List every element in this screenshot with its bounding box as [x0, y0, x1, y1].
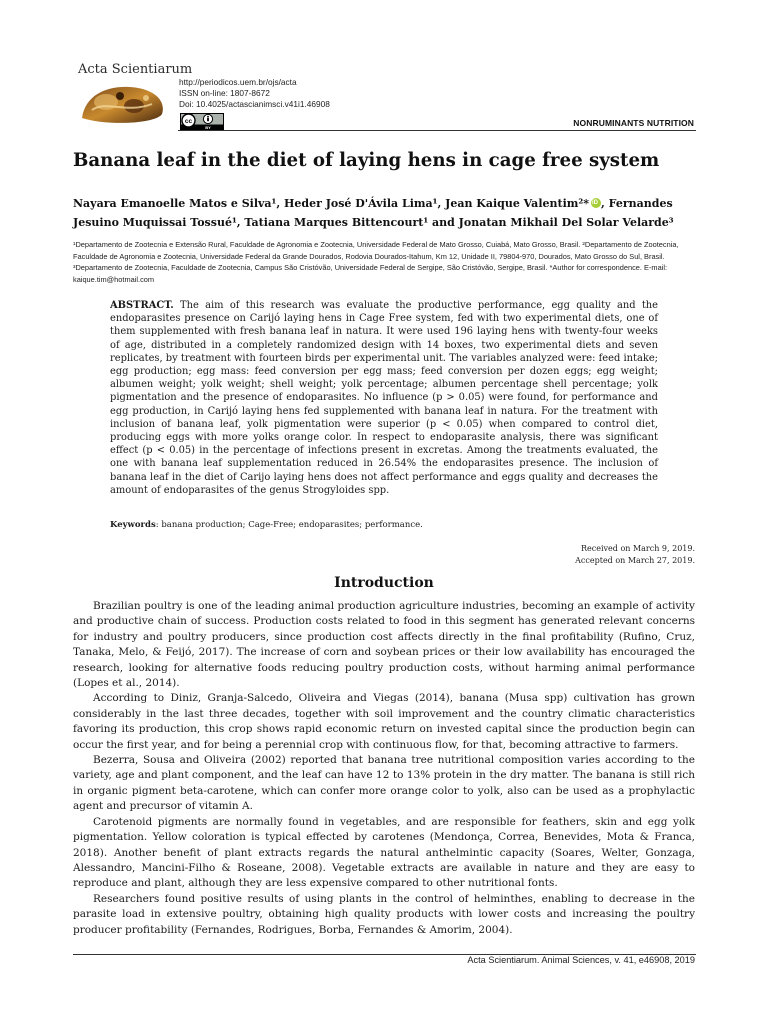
journal-issn: ISSN on-line: 1807-8672 [179, 88, 270, 98]
author-names-1-tail: , Fernandes [600, 197, 673, 210]
article-doi[interactable]: Doi: 10.4025/actascianimsci.v41i1.46908 [179, 99, 330, 109]
received-date: Received on March 9, 2019. [581, 544, 695, 553]
journal-url[interactable]: http://periodicos.uem.br/ojs/acta [179, 77, 297, 87]
cc-badge-label: BY [205, 125, 211, 130]
body-paragraph: Bezerra, Sousa and Oliveira (2002) reported that banana tree nutritional composition varies according to the variety, age and plant component, and the leaf can have 12 to 13% protein in the dry matter. The banana is still rich in organic pigment beta-carotene, which can confer more orange color to yolk, also can be used as a prophylactic agent and precursor of vitamin A. [73, 754, 695, 813]
author-line-2: Jesuino Muquissai Tossué¹, Tatiana Marques Bittencourt¹ and Jonatan Mikhail Del Solar Velarde³ [73, 216, 674, 229]
svg-text:cc: cc [184, 118, 193, 125]
author-names-1: Nayara Emanoelle Matos e Silva¹, Heder José D'Ávila Lima¹, Jean Kaique Valentim²* [73, 197, 589, 210]
footer-citation: Acta Scientiarum. Animal Sciences, v. 41, e46908, 2019 [467, 955, 695, 965]
section-heading: Introduction [334, 575, 434, 591]
article-section-label: NONRUMINANTS NUTRITION [573, 118, 694, 128]
body-paragraph: According to Diniz, Granja-Salcedo, Oliveira and Viegas (2014), banana (Musa spp) cultivation has grown considerably in the last three decades, together with soil improvement and the country climatic characteristics favoring its production, this crop shows rapid economic return on invested capital since the production begin can occur the first year, and for being a perennial crop with continuous flow, for that, becoming attractive to farmers. [73, 692, 695, 751]
cc-by-license-icon [180, 113, 224, 130]
journal-meta [179, 77, 330, 110]
keywords [110, 520, 670, 530]
author-line-1 [73, 194, 697, 213]
accepted-date: Accepted on March 27, 2019. [575, 555, 695, 565]
journal-logo-text: Acta Scientiarum [78, 62, 193, 77]
affiliations: ¹Departamento de Zootecnia e Extensão Rural, Faculdade de Agronomia e Zootecnia, Universidade Federal de Mato Grosso, Cuiabá, Mato Grosso, Brasil. ²Departamento de Zootecnia, Faculdade de Agronomia e Zootecnia, Universidade Federal da Grande Dourados, Rodovia Dourados-Itahum, Km 12, Unidade II, 79804-970, Dourados, Mato Grosso do Sul, Brasil. ³Departamento de Zootecnia, Faculdade de Zootecnia, Campus São Cristóvão, Universidade Federal de Sergipe, São Cristóvão, Sergipe, Brasil. *Author for correspondence. E-mail: kaique.tim@hotmail.com [73, 240, 679, 284]
keywords-label: Keywords [110, 520, 156, 530]
abstract-text: The aim of this research was evaluate the productive performance, egg quality and the endoparasites presence on Carijó laying hens in Cage Free system, fed with two experimental diets, one of them supplemented with fresh banana leaf in natura. It were used 196 laying hens with twenty-four weeks of age, distributed in a completely randomized design with 14 boxes, two experimental diets and seven replicates, by treatment with fourteen birds per experimental unit. The variables analyzed were: feed intake; egg production; egg mass: feed conversion per egg mass; feed conversion per dozen eggs; egg weight; albumen weight; yolk weight; shell weight; yolk percentage; albumen percentage shell percentage; yolk pigmentation and the presence of endoparasites. No influence (p > 0.05) were found, for performance and egg production, in Carijó laying hens fed supplemented with banana leaf in natura. For the treatment with inclusion of banana leaf, yolk pigmentation were superior (p < 0.05) when compared to control diet, producing eggs with more yolks orange color. In respect to endoparasite analysis, there was significant effect (p < 0.05) in the percentage of infections present in excretas. Among the treatments evaluated, the one with banana leaf supplementation reduced in 26.54% the endoparasites presence. The inclusion of banana leaf in the diet of Carijo laying hens does not affect performance and eggs quality and decreases the amount of endoparasites of the genus Strogyloides spp. [110, 300, 659, 496]
article-dates [575, 543, 695, 566]
abstract [110, 299, 658, 497]
body-paragraph: Researchers found positive results of using plants in the control of helminthes, enabling to decrease in the parasite load in extensive poultry, obtaining high quality products with lower costs and increasing the poultry producer profitability (Fernandes, Rodrigues, Borba, Fernandes & Amorim, 2004). [73, 892, 695, 936]
body-paragraph: Brazilian poultry is one of the leading animal production agriculture industries, becoming an example of activity and productive chain of success. Production costs related to food in this segment has generated relevant concerns for industry and poultry producers, since production cost affects directly in the final profitability (Rufino, Cruz, Tanaka, Melo, & Feijó, 2017). The increase of corn and soybean prices or their low availability has encouraged the research, looking for alternative foods reducing poultry production costs, without harming animal performance (Lopes et al., 2014). [73, 600, 695, 690]
author-list [73, 194, 697, 232]
abstract-label: ABSTRACT. [110, 300, 174, 311]
journal-logo-image [76, 80, 168, 126]
header-divider [178, 130, 696, 131]
orcid-icon[interactable] [591, 198, 601, 208]
body-paragraph: Carotenoid pigments are normally found in vegetables, and are responsible for feathers, skin and egg yolk pigmentation. Yellow coloration is typical effected by carotenes (Mendonça, Correa, Benevides, Mota & Franca, 2018). Another benefit of plant extracts regards the natural anthelmintic capacity (Soares, Welter, Gonzaga, Alessandro, Mancini-Filho & Roseane, 2008). Vegetable extracts are available in nature and they are easy to reproduce and plant, although they are less expensive compared to other nutritional fonts. [73, 815, 695, 890]
keywords-text: : banana production; Cage-Free; endoparasites; performance. [155, 520, 423, 530]
article-title: Banana leaf in the diet of laying hens in cage free system [73, 150, 660, 171]
body-text [73, 599, 695, 938]
